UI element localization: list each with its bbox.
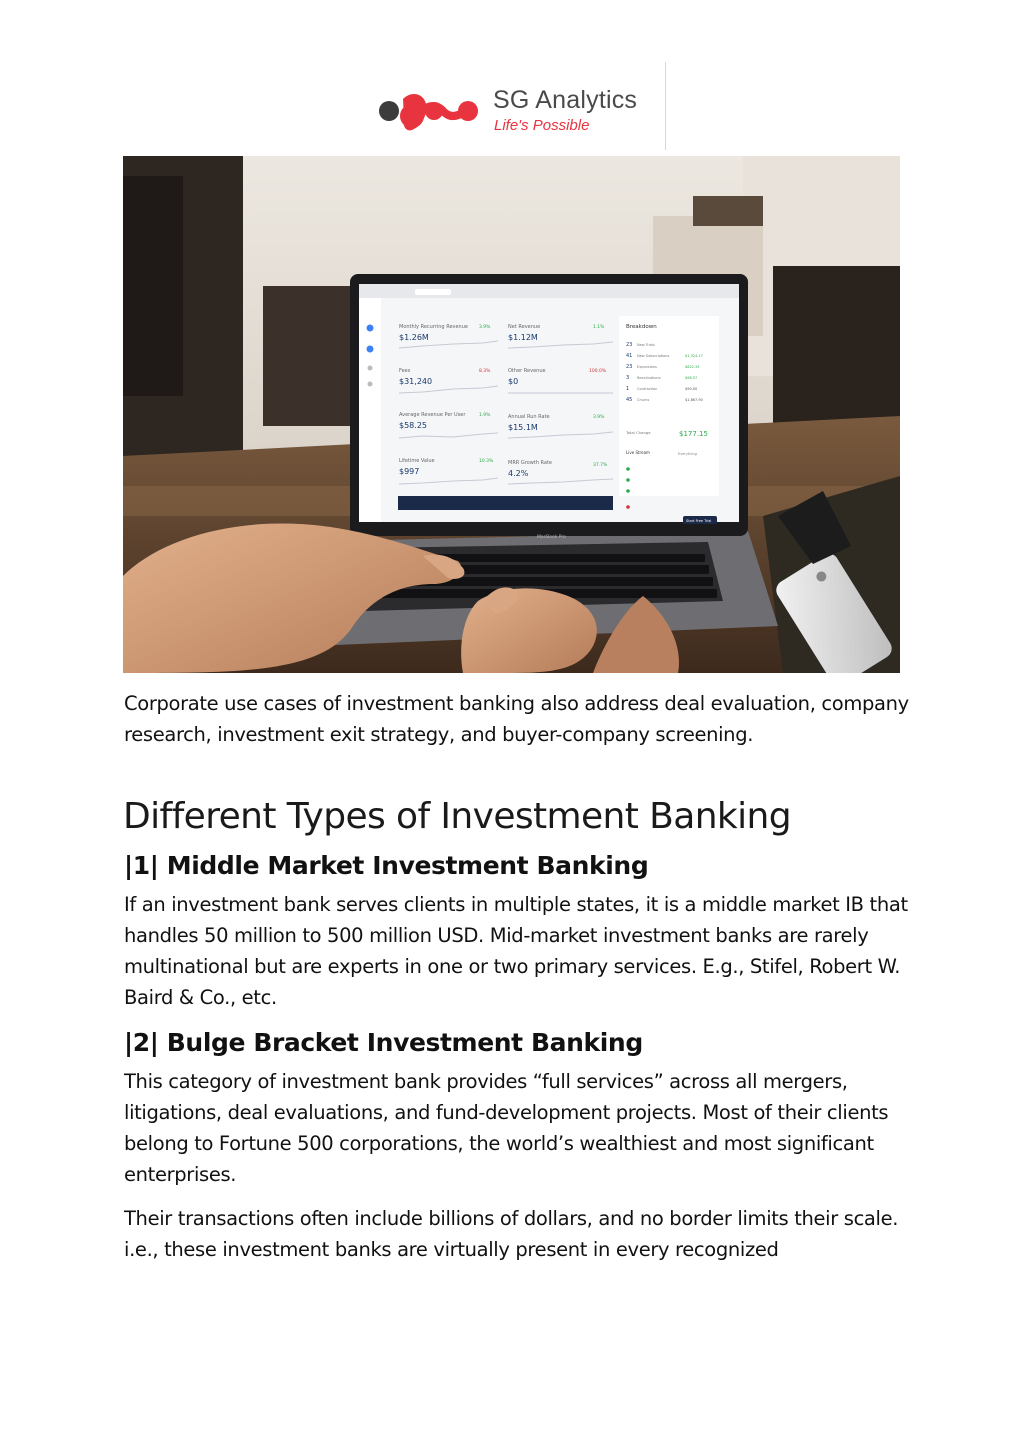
- svg-text:3: 3: [626, 375, 630, 381]
- svg-text:37.7%: 37.7%: [593, 463, 608, 468]
- svg-text:23: 23: [626, 342, 633, 348]
- svg-text:$822.35: $822.35: [685, 365, 700, 369]
- svg-text:$1.26M: $1.26M: [399, 333, 429, 342]
- total-change-value: $177.15: [679, 430, 708, 438]
- svg-text:Reactivations: Reactivations: [637, 376, 661, 380]
- svg-text:3.9%: 3.9%: [593, 415, 605, 420]
- sg-analytics-logo-mark: [372, 82, 490, 144]
- svg-text:1.1%: 1.1%: [593, 325, 605, 330]
- subheading-middle-market: |1| Middle Market Investment Banking: [124, 851, 649, 880]
- section-heading: Different Types of Investment Banking: [123, 796, 792, 837]
- total-change-label: Total Change: [626, 430, 651, 435]
- svg-text:$1.12M: $1.12M: [508, 333, 538, 342]
- svg-text:Fees: Fees: [399, 368, 411, 374]
- logo-divider: [665, 62, 666, 150]
- svg-text:10.3%: 10.3%: [479, 459, 494, 464]
- svg-text:Average Revenue Per User: Average Revenue Per User: [399, 412, 466, 418]
- svg-text:41: 41: [626, 353, 633, 359]
- laptop-photo: [123, 156, 900, 673]
- svg-text:Lifetime Value: Lifetime Value: [399, 458, 435, 464]
- paragraph-middle-market: If an investment bank serves clients in multiple states, it is a middle market IB that handles 50 million to 500 million USD. Mid-market investment banks are rarely multinational but are experts in one or two primary services. E.g., Stifel, Robert W. Baird & Co., etc.: [124, 893, 908, 1009]
- svg-text:Net Revenue: Net Revenue: [508, 324, 541, 330]
- svg-text:$98.37: $98.37: [685, 376, 698, 380]
- svg-text:100.0%: 100.0%: [589, 369, 607, 374]
- svg-text:23: 23: [626, 364, 633, 370]
- svg-text:New Subscriptions: New Subscriptions: [637, 354, 670, 358]
- svg-text:3.9%: 3.9%: [479, 325, 491, 330]
- svg-text:Other Revenue: Other Revenue: [508, 368, 546, 374]
- breakdown-title: Breakdown: [626, 324, 657, 330]
- svg-text:$997: $997: [399, 467, 420, 476]
- svg-text:Expansions: Expansions: [637, 365, 657, 369]
- svg-text:Churns: Churns: [637, 398, 650, 402]
- svg-text:8.3%: 8.3%: [479, 369, 491, 374]
- svg-text:45: 45: [626, 397, 633, 403]
- paragraph-bulge-bracket: This category of investment bank provides “full services” across all mergers, litigations, deal evaluations, and fund-development projects. Most of their clients belong to Fortune 500 corporations, the world’s wealthiest and most significant enterprises.: [124, 1070, 889, 1186]
- svg-text:MRR Growth Rate: MRR Growth Rate: [508, 460, 553, 466]
- svg-text:Annual Run Rate: Annual Run Rate: [508, 414, 550, 420]
- logo-tagline: Life's Possible: [494, 117, 590, 134]
- svg-text:$0: $0: [508, 377, 519, 386]
- svg-text:New Trials: New Trials: [637, 343, 655, 347]
- laptop-brand: MacBook Pro: [537, 535, 566, 540]
- logo-name: SG Analytics: [493, 86, 638, 114]
- svg-text:$58.25: $58.25: [399, 421, 427, 430]
- svg-text:1.9%: 1.9%: [479, 413, 491, 418]
- svg-text:Contraction: Contraction: [637, 387, 658, 391]
- svg-text:4.2%: 4.2%: [508, 469, 529, 478]
- svg-text:$1,324.17: $1,324.17: [685, 354, 703, 358]
- live-stream-filter: Everything: [678, 452, 697, 456]
- subheading-bulge-bracket: |2| Bulge Bracket Investment Banking: [124, 1028, 643, 1057]
- svg-text:1: 1: [626, 386, 630, 392]
- svg-text:Monthly Recurring Revenue: Monthly Recurring Revenue: [399, 324, 468, 330]
- svg-text:$90.00: $90.00: [685, 387, 698, 391]
- svg-text:$1,867.90: $1,867.90: [685, 398, 703, 402]
- free-trial-button: Start Free Trial: [686, 519, 712, 523]
- paragraph-bulge-bracket-continued: Their transactions often include billions of dollars, and no border limits their scale. i.e., these investment banks are virtually present in every recognized: [124, 1207, 899, 1261]
- svg-text:$31,240: $31,240: [399, 377, 433, 386]
- svg-text:$15.1M: $15.1M: [508, 423, 538, 432]
- live-stream-title: Live Stream: [626, 450, 650, 455]
- image-caption: Corporate use cases of investment banking also address deal evaluation, company research, investment exit strategy, and buyer-company screening.: [124, 692, 909, 746]
